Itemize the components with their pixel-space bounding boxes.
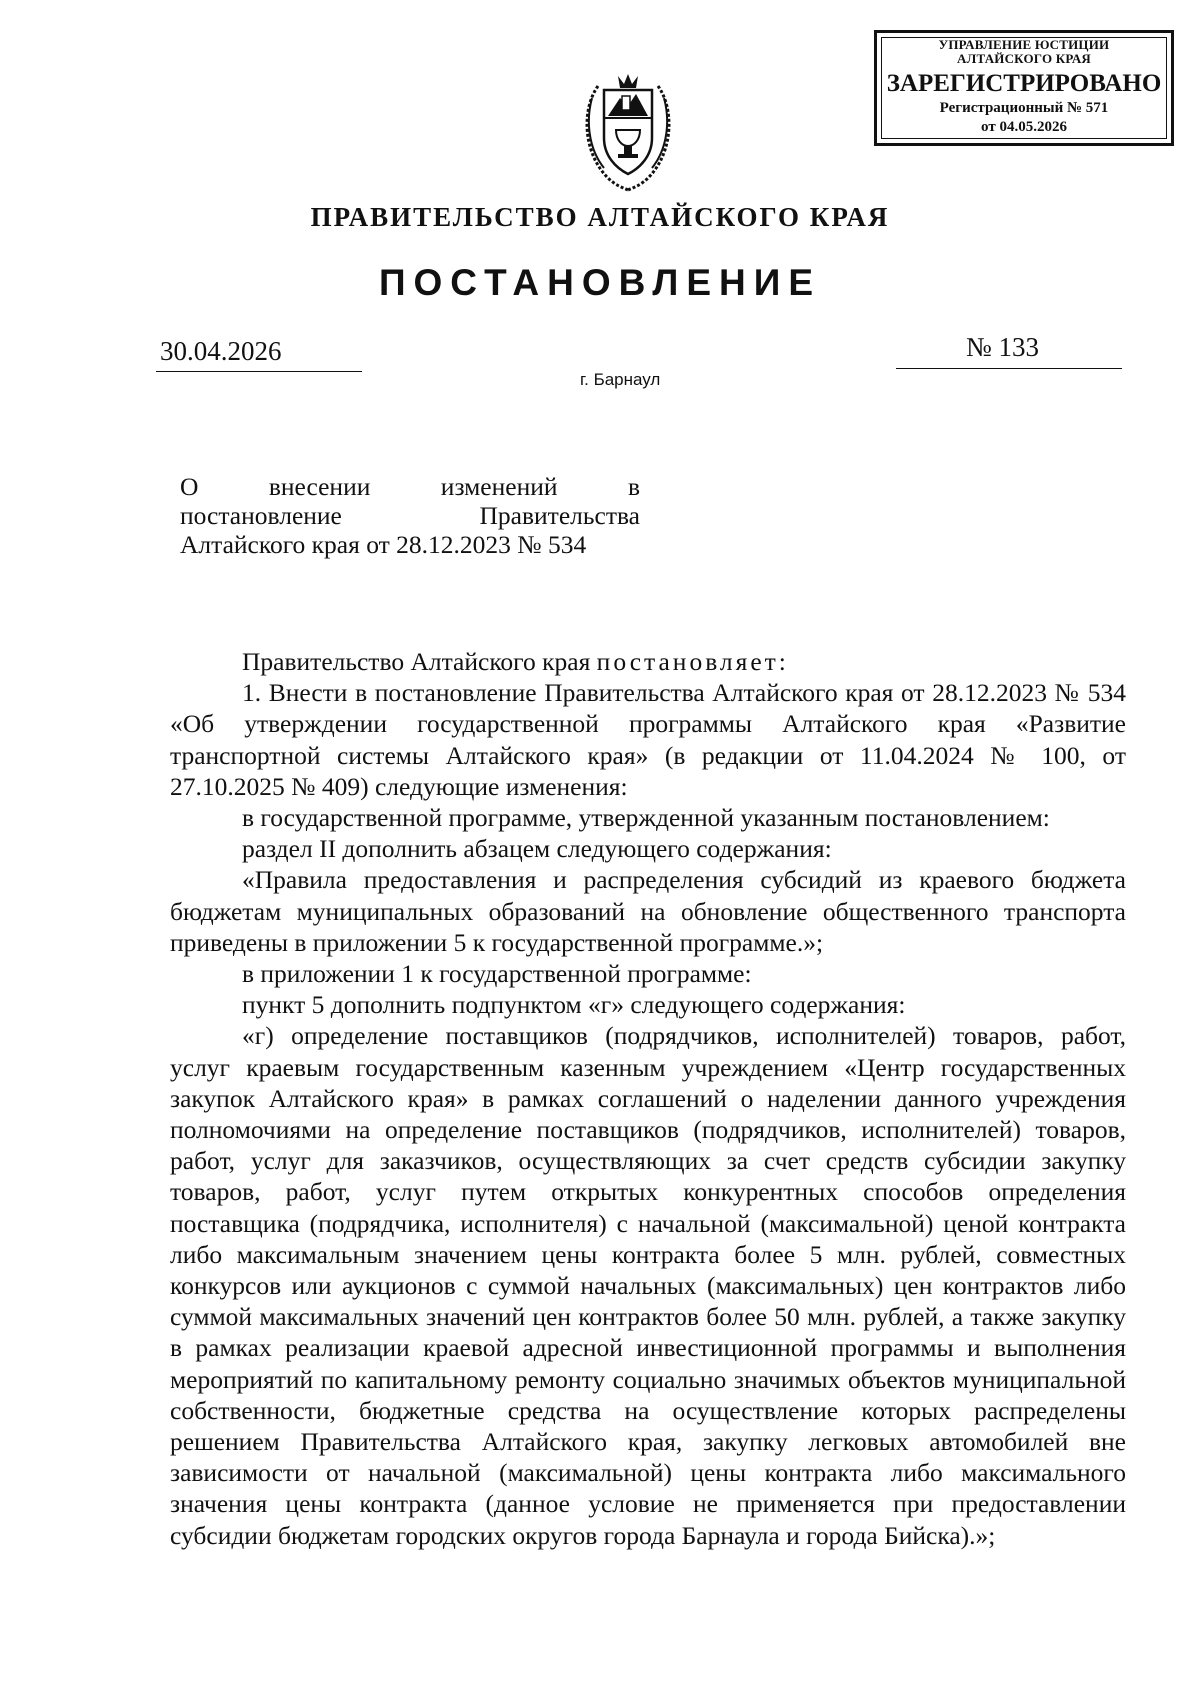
government-name: ПРАВИТЕЛЬСТВО АЛТАЙСКОГО КРАЯ	[310, 202, 890, 232]
subject-word: внесении	[268, 472, 371, 501]
document-body	[170, 646, 1126, 1551]
number-underline	[896, 368, 1122, 369]
subject-line-1	[180, 472, 640, 501]
stamp-org-line1: УПРАВЛЕНИЕ ЮСТИЦИИ	[938, 37, 1110, 52]
paragraph-2: в государственной программе, утвержденной указанным постановлением:	[242, 803, 1050, 833]
document-type: ПОСТАНОВЛЕНИЕ	[378, 262, 822, 303]
subject-word: постановление	[180, 501, 342, 530]
stamp-status: ЗАРЕГИСТРИРОВАНО	[886, 70, 1162, 97]
paragraph-1: 1. Внести в постановление Правительства Алтайского края от 28.12.2023 № 534 «Об утверждении государственной программы Алтайского края «Развитие транспортной системы Алтайского края» (в редакции от 11.04.2024 № 100, от 27.10.2025 № 409) следующие изменения:	[170, 678, 1126, 801]
subject-word: Правительства	[479, 501, 640, 530]
paragraph-7: «г) определение поставщиков (подрядчиков, исполнителей) товаров, работ, услуг краевым государственным казенным учреждением «Центр государственных закупок Алтайского края» в рамках соглашений о наделении данного учреждения полномочиями на определение поставщиков (подрядчиков, исполнителей) товаров, работ, услуг для заказчиков, осуществляющих за счет средств субсидии закупку товаров, работ, услуг путем открытых конкурентных способов определения поставщика (подрядчика, исполнителя) с начальной (максимальной) ценой контракта либо максимальным значением цены контракта более 5 млн. рублей, совместных конкурсов или аукционов с суммой начальных (максимальных) цен контрактов либо суммой максимальных значений цен контрактов более 50 млн. рублей, а также закупку в рамках реализации краевой адресной инвестиционной программы и выполнения мероприятий по капитальному ремонту социально значимых объектов муниципальной собственности, бюджетные средства на осуществление которых распределены решением Правительства Алтайского края, закупку легковых автомобилей вне зависимости от начальной (максимальной) цены контракта либо максимального значения цены контракта (данное условие не применяется при предоставлении субсидии бюджетам городских округов города Барнаула и города Бийска).»;	[170, 1021, 1126, 1550]
document-number: № 133	[966, 332, 1040, 362]
paragraph-3: раздел II дополнить абзацем следующего содержания:	[242, 834, 832, 864]
paragraph-4: «Правила предоставления и распределения субсидий из краевого бюджета бюджетам муниципальных образований на обновление общественного транспорта приведены в приложении 5 к государственной программе.»;	[170, 865, 1126, 957]
registration-stamp	[874, 30, 1174, 146]
stamp-org-line2: АЛТАЙСКОГО КРАЯ	[957, 51, 1091, 66]
preamble-verb: постановляет:	[596, 647, 789, 676]
subject-word: в	[627, 472, 640, 501]
preamble-text: Правительство Алтайского края	[242, 647, 597, 676]
stamp-reg-date: от 04.05.2026	[981, 119, 1067, 135]
subject-line-3: Алтайского края от 28.12.2023 № 534	[180, 530, 587, 559]
preamble	[170, 646, 1126, 677]
document-date: 30.04.2026	[160, 336, 282, 366]
subject-word: изменений	[440, 472, 558, 501]
stamp-inner-border	[881, 37, 1167, 139]
date-underline	[156, 371, 362, 372]
city: г. Барнаул	[580, 370, 661, 389]
paragraph-5: в приложении 1 к государственной программе:	[242, 959, 752, 989]
paragraph-6: пункт 5 дополнить подпунктом «г» следующего содержания:	[242, 990, 906, 1020]
document-subject	[180, 472, 640, 559]
subject-line-2	[180, 501, 640, 530]
coat-of-arms-icon	[578, 68, 678, 194]
stamp-reg-number: Регистрационный № 571	[939, 100, 1109, 116]
subject-word: О	[180, 472, 199, 501]
